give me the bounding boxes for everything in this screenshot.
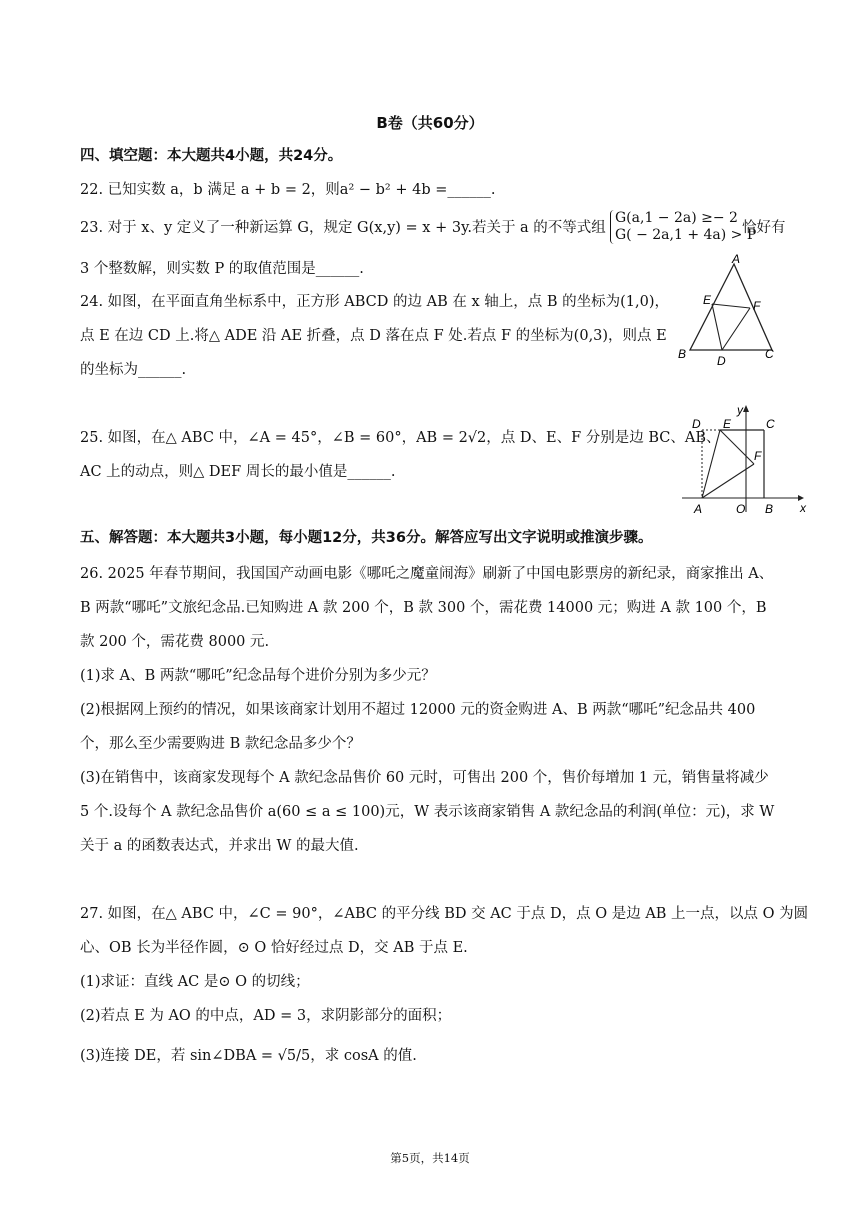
question-26-part2-line1: (2)根据网上预约的情况，如果该商家计划用不超过 12000 元的资金购进 A、B 两款“哪吒”纪念品共 400: [80, 702, 756, 718]
section5-heading: 五、解答题：本大题共3小题，每小题12分，共36分。解答应写出文字说明或推演步骤。: [80, 530, 653, 546]
question-26-part3-line3: 关于 a 的函数表达式，并求出 W 的最大值.: [80, 838, 359, 854]
question-26-line2: B 两款“哪吒”文旅纪念品.已知购进 A 款 200 个，B 款 300 个，需花费 14000 元；购进 A 款 100 个，B: [80, 600, 767, 616]
fig1-label-e: E: [703, 293, 712, 307]
question-26-line3: 款 200 个，需花费 8000 元.: [80, 634, 270, 650]
fig2-label-y: y: [737, 403, 743, 417]
question-27-part3: (3)连接 DE，若 sin∠DBA = √5/5，求 cosA 的值.: [80, 1048, 417, 1064]
page-footer: 第5页，共14页: [390, 1151, 470, 1165]
question-25-line1: 25. 如图，在△ ABC 中，∠A = 45°，∠B = 60°，AB = 2√2，点 D、E、F 分别是边 BC、AB、: [80, 430, 721, 446]
inequality-system: [610, 210, 756, 244]
fig1-label-d: D: [717, 354, 726, 368]
question-24-line2: 点 E 在边 CD 上.将△ ADE 沿 AE 折叠，点 D 落在点 F 处.若点 F 的坐标为(0,3)，则点 E: [80, 328, 667, 344]
question-23-line2: 3 个整数解，则实数 P 的取值范围是______.: [80, 261, 364, 277]
fig2-label-f: F: [754, 449, 762, 463]
inequality-1: G(a,1 − 2a) ≥− 2: [615, 210, 738, 226]
fig1-label-c: C: [765, 347, 774, 361]
fig2-label-a: A: [694, 502, 703, 516]
question-27-line2: 心、OB 长为半径作圆，⊙ O 恰好经过点 D，交 AB 于点 E.: [80, 940, 468, 956]
fig2-label-e: E: [723, 417, 732, 431]
fig2-label-x: x: [800, 501, 806, 515]
section-title: B卷（共60分）: [376, 114, 484, 132]
triangle-figure: [672, 254, 784, 372]
fig1-label-f: F: [753, 299, 761, 313]
question-23-tail: 恰好有: [742, 220, 786, 236]
question-24-line3: 的坐标为______.: [80, 362, 187, 378]
question-27-line1: 27. 如图，在△ ABC 中，∠C = 90°，∠ABC 的平分线 BD 交 AC 于点 D，点 O 是边 AB 上一点，以点 O 为圆: [80, 906, 809, 922]
question-26-part1: (1)求 A、B 两款“哪吒”纪念品每个进价分别为多少元？: [80, 668, 436, 684]
question-24-line1: 24. 如图，在平面直角坐标系中，正方形 ABCD 的边 AB 在 x 轴上，点 B 的坐标为(1,0)，: [80, 294, 669, 310]
fig2-label-o: O: [736, 502, 746, 516]
question-25-line2: AC 上的动点，则△ DEF 周长的最小值是______.: [80, 464, 396, 480]
fig1-label-b: B: [678, 347, 687, 361]
coordinate-figure: [680, 400, 810, 520]
question-26-part2-line2: 个，那么至少需要购进 B 款纪念品多少个？: [80, 736, 361, 752]
question-26-part3-line1: (3)在销售中，该商家发现每个 A 款纪念品售价 60 元时，可售出 200 个，售价每增加 1 元，销售量将减少: [80, 770, 769, 786]
fig2-label-b: B: [765, 502, 774, 516]
fig2-label-d: D: [692, 417, 701, 431]
question-26-part3-line2: 5 个.设每个 A 款纪念品售价 a(60 ≤ a ≤ 100)元，W 表示该商家销售 A 款纪念品的利润(单位：元)，求 W: [80, 804, 775, 820]
question-23-line1: 23. 对于 x、y 定义了一种新运算 G，规定 G(x,y) = x + 3y.若关于 a 的不等式组: [80, 220, 606, 236]
question-27-part1: (1)求证：直线 AC 是⊙ O 的切线；: [80, 974, 310, 990]
question-22: 22. 已知实数 a，b 满足 a + b = 2，则a² − b² + 4b =______.: [80, 182, 496, 198]
question-27-part2: (2)若点 E 为 AO 的中点，AD = 3，求阴影部分的面积；: [80, 1008, 452, 1024]
question-26-line1: 26. 2025 年春节期间，我国国产动画电影《哪吒之魔童闹海》刷新了中国电影票房的新纪录，商家推出 A、: [80, 566, 774, 582]
section4-heading: 四、填空题：本大题共4小题，共24分。: [80, 148, 343, 164]
fig1-label-a: A: [732, 254, 741, 266]
inequality-2: G( − 2a,1 + 4a) > P: [615, 227, 757, 243]
fig2-label-c: C: [766, 417, 775, 431]
